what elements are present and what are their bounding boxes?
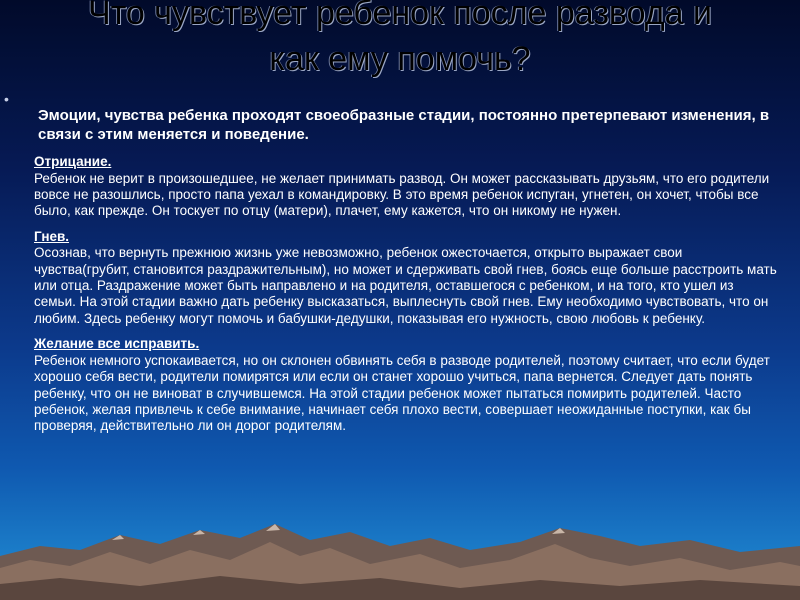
stage-denial [34,154,778,220]
stage-heading: Отрицание. [34,154,112,169]
stage-body: Ребенок немного успокаивается, но он склонен обвинять себя в разводе родителей, поэтому считает, что если будет хорошо себя вести, родители помирятся или если он станет хорошо учиться, папа вернется. Следует дать понять ребенку, что он не виноват в случившемся. На этой стадии ребенок может пытаться помирить родителей. Часто ребенок, желая привлечь к себе внимание, начинает себя плохо вести, совершает неожиданные поступки, как бы проверяя, действительно ли он дорог родителям. [34,352,770,434]
stage-anger [34,229,778,328]
stage-body: Осознав, что вернуть прежнюю жизнь уже невозможно, ребенок ожесточается, открыто выражает свои чувства(грубит, становится раздражительным), но может и сдерживать свой гнев, боясь еще больше расстроить мать или отца. Раздражение может быть направлено и на родителя, оставшегося с ребенком, и на того, кто ушел из семьи. На этой стадии важно дать ребенку высказаться, выплеснуть свой гнев. Ему необходимо чувствовать, что он любим. Здесь ребенку могут помочь и бабушки-дедушки, показывая его нужность, свою любовь к ребенку. [34,245,777,326]
mountains-background [0,480,800,600]
title-line-1: Что чувствует ребенок после развода и [88,0,712,32]
slide-title [0,0,800,82]
stage-wish-to-fix [34,336,778,435]
slide-content [34,106,778,444]
title-line-2: как ему помочь? [269,40,531,78]
stage-heading: Желание все исправить. [34,336,200,352]
intro-paragraph: Эмоции, чувства ребенка проходят своеобразные стадии, постоянно претерпевают изменения, в связи с этим меняется и поведение. [38,107,770,143]
stage-body: Ребенок не верит в произошедшее, не желает принимать развод. Он может рассказывать друзьям, что его родители вовсе не разошлись, просто папа уехал в командировку. В это время ребенок испуган, угнетен, он хочет, чтобы все было, как прежде. Он тоскует по отцу (матери), плачет, ему кажется, что он никому не нужен. [34,170,770,219]
stage-heading: Гнев. [34,228,70,244]
bullet-marker: • [4,91,9,107]
